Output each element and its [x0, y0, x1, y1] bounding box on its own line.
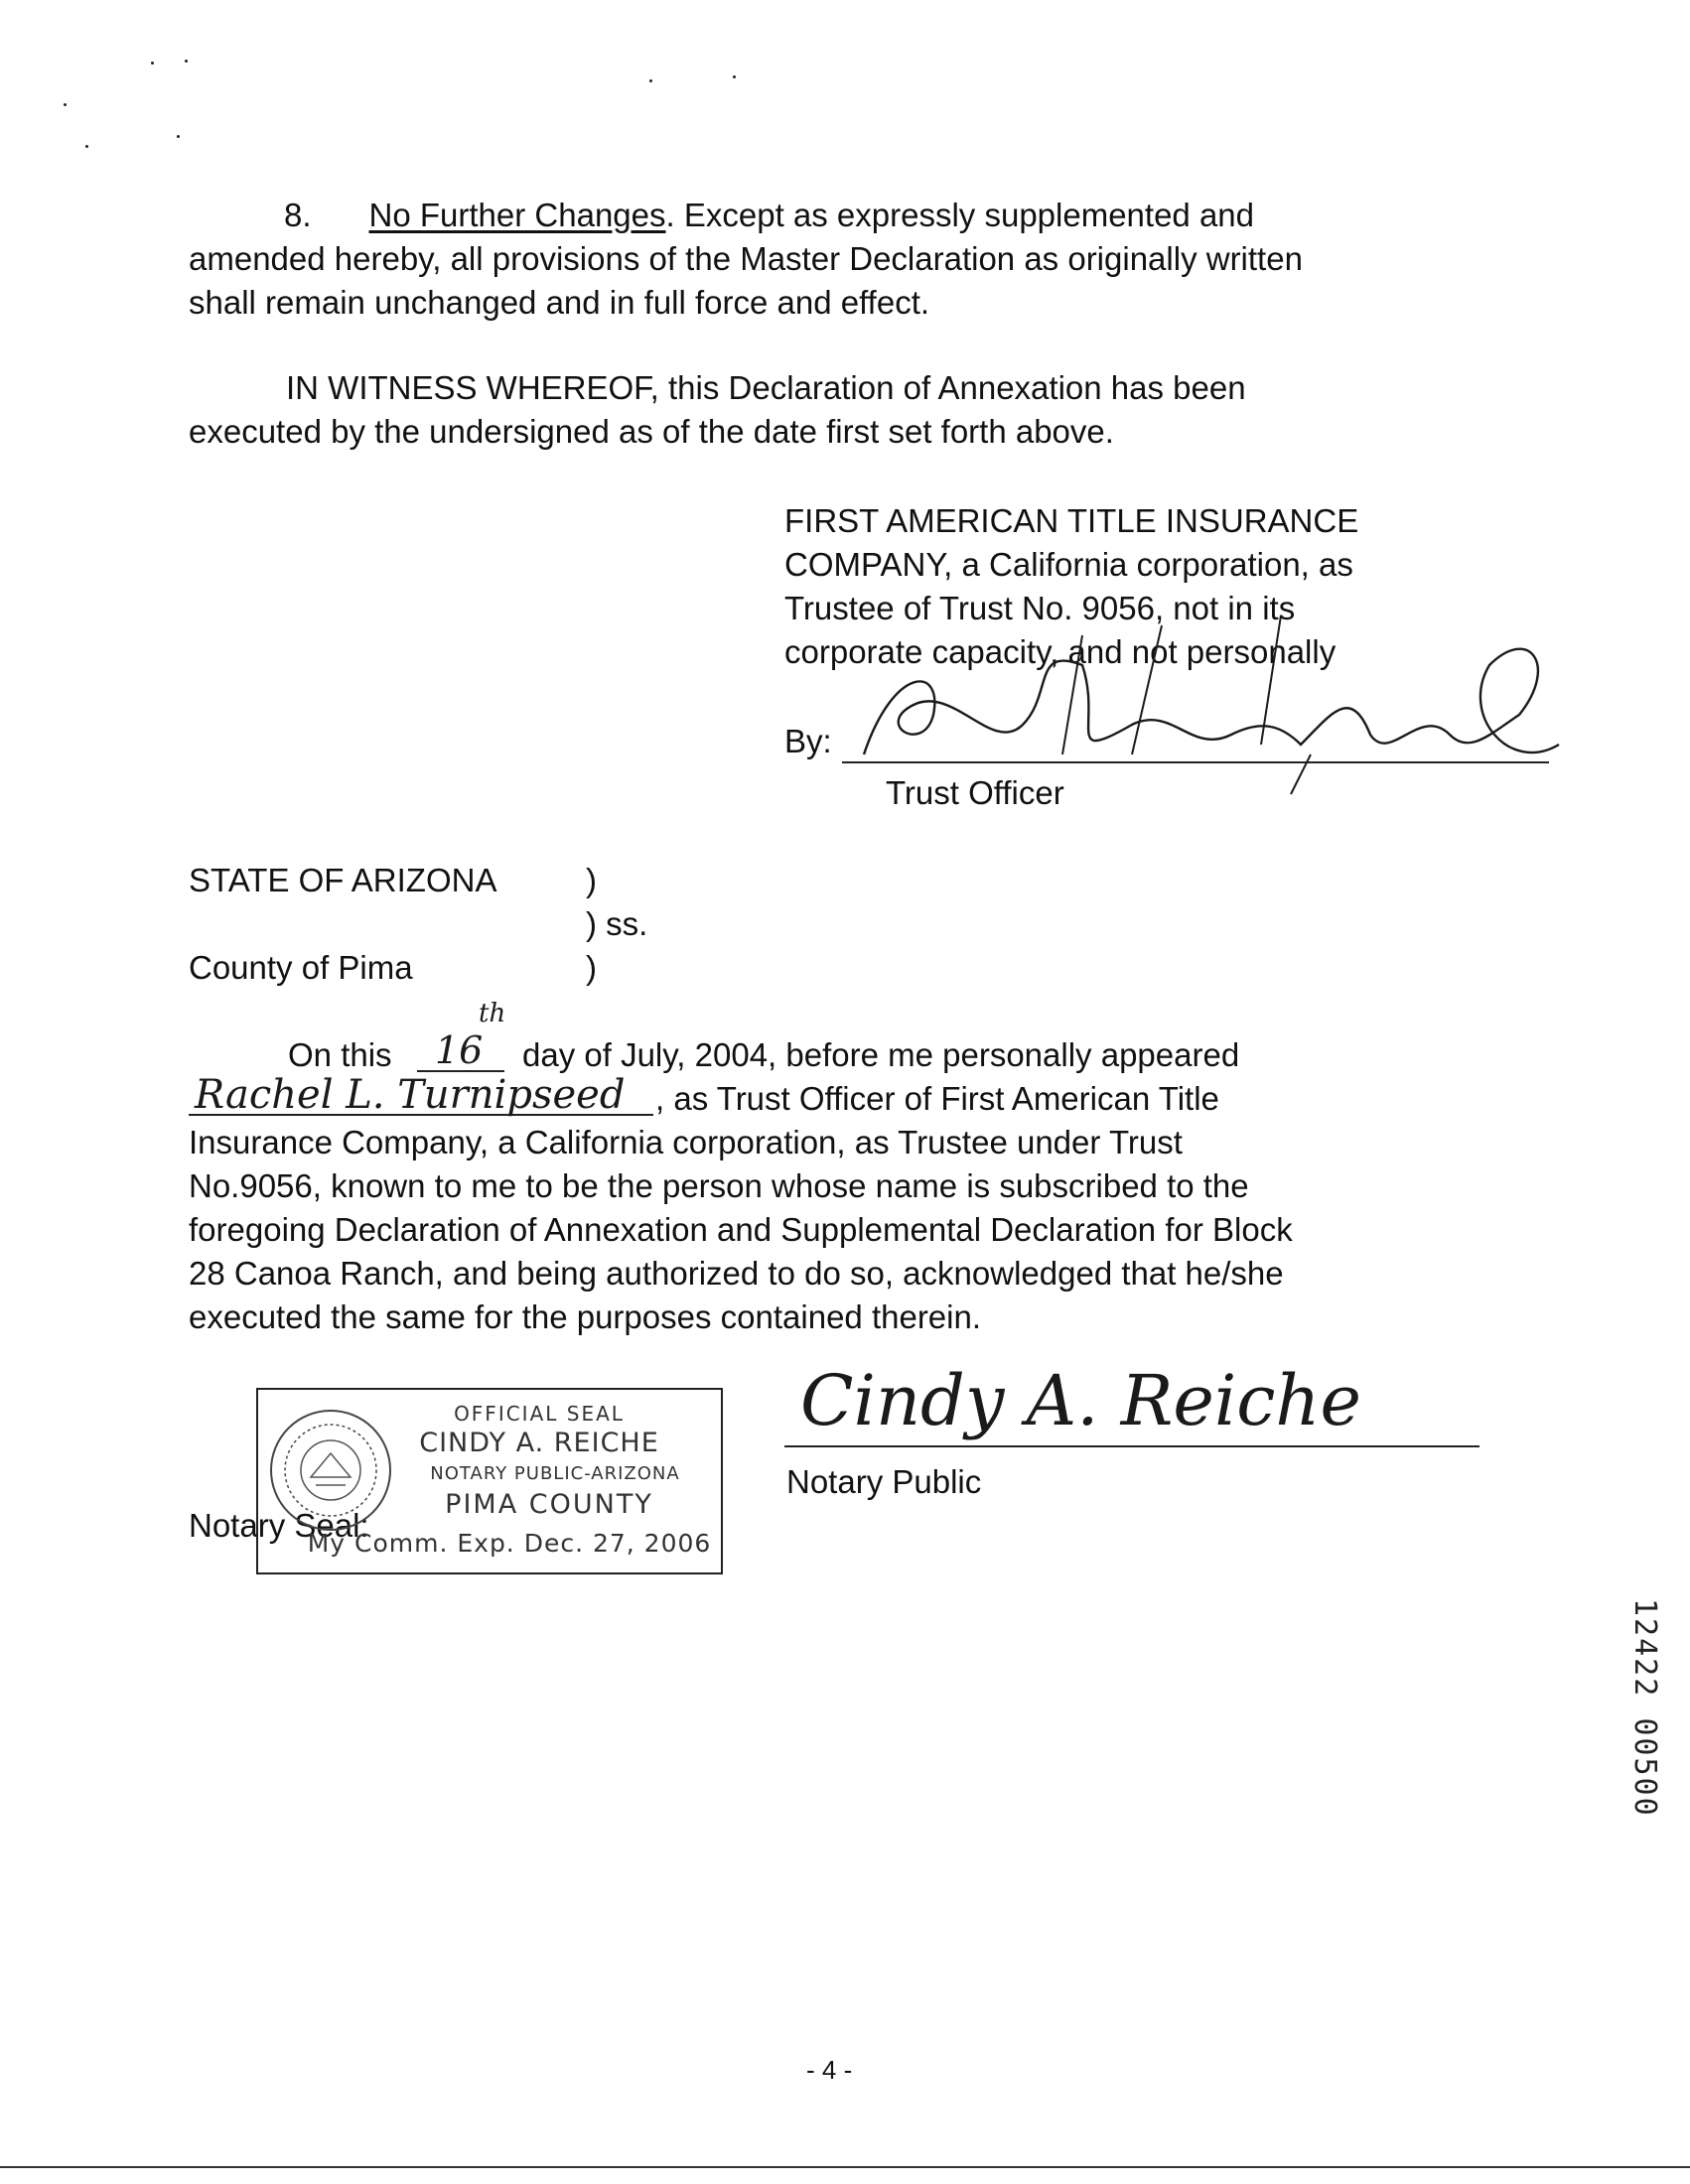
signatory-line: FIRST AMERICAN TITLE INSURANCE	[784, 502, 1359, 539]
recording-number	[1619, 1598, 1678, 1876]
ack-line2: , as Trust Officer of First American Title	[655, 1080, 1219, 1117]
venue-county: County of Pima	[189, 949, 413, 986]
stamp-county: PIMA COUNTY	[445, 1489, 653, 1520]
notary-signature: Cindy A. Reiche	[800, 1360, 1361, 1441]
scan-border	[0, 2166, 1690, 2168]
section-number: 8.	[284, 197, 312, 233]
stamp-notary-public: NOTARY PUBLIC-ARIZONA	[430, 1463, 680, 1484]
section-heading: No Further Changes	[368, 197, 666, 233]
scan-speck	[177, 135, 180, 138]
day-suffix-handwritten: th	[479, 999, 506, 1028]
section-text: . Except as expressly supplemented and	[665, 197, 1255, 233]
stamp-name: CINDY A. REICHE	[419, 1428, 659, 1458]
trust-officer-title: Trust Officer	[886, 774, 1064, 811]
ack-line: foregoing Declaration of Annexation and Supplemental Declaration for Block	[189, 1211, 1293, 1248]
ack-on-this: On this	[288, 1036, 392, 1073]
scan-speck	[151, 62, 154, 65]
signatory-line: COMPANY, a California corporation, as	[784, 546, 1353, 583]
recording-number-text: 12422 00500	[1627, 1598, 1662, 1818]
scan-speck	[185, 60, 188, 63]
page-number: - 4 -	[806, 2055, 853, 2085]
venue-paren: )	[586, 862, 597, 898]
scan-speck	[85, 145, 88, 148]
official-seal-stamp	[256, 1388, 723, 1574]
ack-line: Insurance Company, a California corporation, as Trustee under Trust	[189, 1124, 1183, 1160]
scan-speck	[64, 103, 67, 106]
notary-public-label: Notary Public	[786, 1463, 982, 1500]
venue-ss: ) ss.	[586, 905, 648, 942]
ack-line: executed the same for the purposes contained therein.	[189, 1298, 982, 1335]
by-label: By:	[784, 723, 832, 759]
stamp-official-seal: OFFICIAL SEAL	[454, 1402, 625, 1426]
ack-line: No.9056, known to me to be the person whose name is subscribed to the	[189, 1167, 1249, 1204]
paragraph-line: shall remain unchanged and in full force and effect.	[189, 284, 930, 321]
signatory-line: Trustee of Trust No. 9056, not in its	[784, 590, 1296, 626]
venue-state: STATE OF ARIZONA	[189, 862, 497, 898]
venue-paren: )	[586, 949, 597, 986]
signatory-line: corporate capacity, and not personally	[784, 633, 1337, 670]
ack-line1: day of July, 2004, before me personally appeared	[522, 1036, 1240, 1073]
stamp-commission-expiry: My Comm. Exp. Dec. 27, 2006	[307, 1529, 712, 1558]
witness-line: executed by the undersigned as of the date first set forth above.	[189, 413, 1114, 450]
name-handwritten: Rachel L. Turnipseed	[195, 1072, 626, 1118]
ack-line: 28 Canoa Ranch, and being authorized to do so, acknowledged that he/she	[189, 1255, 1284, 1292]
notary-seal-label: Notary Seal:	[189, 1507, 369, 1544]
witness-line: IN WITNESS WHEREOF, this Declaration of Annexation has been	[286, 369, 1246, 406]
paragraph-line: amended hereby, all provisions of the Master Declaration as originally written	[189, 240, 1303, 277]
scan-speck	[649, 79, 652, 82]
day-handwritten: 16	[435, 1028, 484, 1072]
section8-line1	[284, 197, 1254, 234]
notary-signature-line	[784, 1445, 1479, 1447]
scan-speck	[733, 75, 736, 78]
